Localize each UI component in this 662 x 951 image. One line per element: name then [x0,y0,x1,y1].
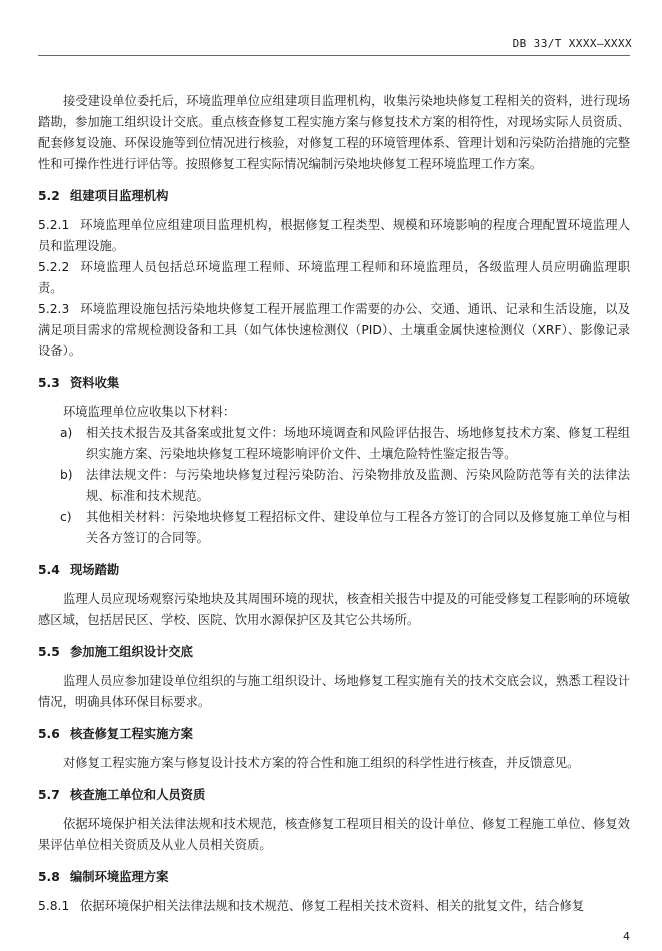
section-5-6-heading [38,724,630,745]
clause-text: 环境监理设施包括污染地块修复工程开展监理工作需要的办公、交通、通讯、记录和生活设施，以及满足项目需求的常规检测设备和工具（如气体快速检测仪（PID）、土壤重金属快速检测仪（XRF）、影像记录设备）。 [38,302,630,358]
list-marker: c) [60,510,72,524]
clause-number: 5.2.2 [38,260,70,274]
section-5-7-paragraph: 依据环境保护相关法律法规和技术规范，核查修复工程项目相关的设计单位、修复工程施工单位、修复效果评估单位相关资质及从业人员相关资质。 [38,817,630,852]
list-item-b [38,465,630,507]
document-code: DB 33/T XXXX—XXXX [512,37,632,50]
section-title: 核查修复工程实施方案 [70,727,193,741]
clause-5-2-2 [38,257,630,299]
clause-5-2-3 [38,299,630,362]
list-marker: a) [60,426,73,440]
section-number: 5.8 [38,870,60,884]
section-5-6-paragraph: 对修复工程实施方案与修复设计技术方案的符合性和施工组织的科学性进行核查，并反馈意见。 [63,756,580,770]
clause-number: 5.2.1 [38,218,70,232]
section-5-3-lead: 环境监理单位应收集以下材料： [63,405,236,419]
section-5-5-paragraph: 监理人员应参加建设单位组织的与施工组织设计、场地修复工程实施有关的技术交底会议，熟悉工程设计情况，明确具体环保目标要求。 [38,674,630,709]
section-5-3-heading [38,373,630,394]
list-item-text: 其他相关材料：污染地块修复工程招标文件、建设单位与工程各方签订的合同以及修复施工单位与相关各方签订的合同等。 [86,510,630,545]
clause-5-8-1 [38,896,630,917]
section-number: 5.5 [38,645,60,659]
section-title: 资料收集 [70,376,120,390]
list-marker: b) [60,468,73,482]
list-item-text: 相关技术报告及其备案或批复文件：场地环境调查和风险评估报告、场地修复技术方案、修复工程组织实施方案、污染地块修复工程环境影响评价文件、土壤危险特性鉴定报告等。 [86,426,630,461]
section-title: 组建项目监理机构 [70,189,169,203]
section-5-4-heading [38,560,630,581]
list-item-text: 法律法规文件：与污染地块修复过程污染防治、污染物排放及监测、污染风险防范等有关的法律法规、标准和技术规范。 [86,468,630,503]
clause-text: 环境监理单位应组建项目监理机构，根据修复工程类型、规模和环境影响的程度合理配置环境监理人员和监理设施。 [38,218,630,253]
clause-5-2-1 [38,215,630,257]
section-number: 5.3 [38,376,60,390]
section-number: 5.4 [38,563,60,577]
section-5-4-paragraph: 监理人员应现场观察污染地块及其周围环境的现状，核查相关报告中提及的可能受修复工程影响的环境敏感区域，包括居民区、学校、医院、饮用水源保护区及其它公共场所。 [38,592,630,627]
page-body [38,91,630,917]
section-5-8-heading [38,867,630,888]
section-title: 现场踏勘 [70,563,120,577]
section-5-7-heading [38,785,630,806]
page-number: 4 [623,930,630,943]
section-number: 5.2 [38,189,60,203]
clause-text: 环境监理人员包括总环境监理工程师、环境监理工程师和环境监理员，各级监理人员应明确监理职责。 [38,260,630,295]
section-number: 5.7 [38,788,60,802]
list-item-a [38,423,630,465]
section-title: 核查施工单位和人员资质 [70,788,206,802]
section-5-5-heading [38,642,630,663]
header-rule [38,55,630,56]
clause-number: 5.8.1 [38,899,70,913]
section-title: 编制环境监理方案 [70,870,169,884]
clause-number: 5.2.3 [38,302,70,316]
section-5-2-heading [38,186,630,207]
section-title: 参加施工组织设计交底 [70,645,193,659]
section-number: 5.6 [38,727,60,741]
list-item-c [38,507,630,549]
intro-paragraph: 接受建设单位委托后，环境监理单位应组建项目监理机构，收集污染地块修复工程相关的资料，进行现场踏勘，参加施工组织设计交底。重点核查修复工程实施方案与修复技术方案的相符性，对现场实际人员资质、配套修复设施、环保设施等到位情况进行核验，对修复工程的环境管理体系、管理计划和污染防治措施的完整性和可操作性进行评估等。按照修复工程实际情况编制污染地块修复工程环境监理工作方案。 [38,94,630,171]
clause-text: 依据环境保护相关法律法规和技术规范、修复工程相关技术资料、相关的批复文件，结合修复 [80,899,585,913]
